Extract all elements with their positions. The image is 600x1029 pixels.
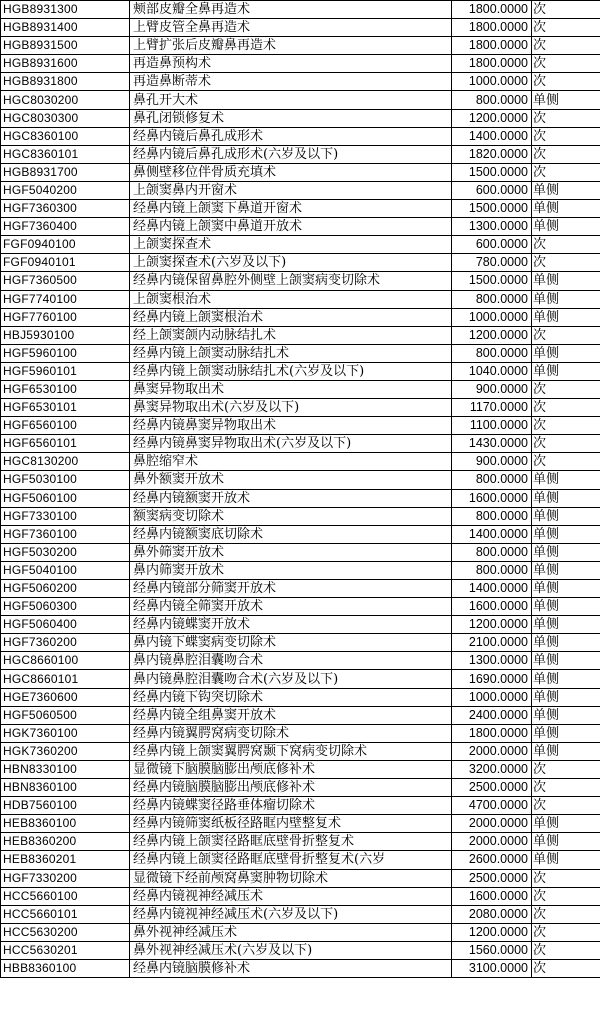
- item-name: 经鼻内镜翼腭窝病变切除术: [130, 724, 452, 742]
- item-price: 1600.0000: [452, 489, 532, 507]
- item-price: 2500.0000: [452, 779, 532, 797]
- item-price: 2000.0000: [452, 742, 532, 760]
- item-name: 经鼻内镜上颌窦下鼻道开窗术: [130, 200, 452, 218]
- item-name: 经鼻内镜全组鼻窦开放术: [130, 706, 452, 724]
- item-price: 2000.0000: [452, 815, 532, 833]
- item-unit: 次: [532, 760, 600, 778]
- item-price: 800.0000: [452, 91, 532, 109]
- item-price: 600.0000: [452, 236, 532, 254]
- item-price: 1040.0000: [452, 362, 532, 380]
- item-name: 经鼻内镜蝶窦开放术: [130, 616, 452, 634]
- item-price: 1300.0000: [452, 218, 532, 236]
- item-code: HGF5960101: [1, 362, 130, 380]
- item-name: 经鼻内镜后鼻孔成形术: [130, 127, 452, 145]
- item-code: FGF0940101: [1, 254, 130, 272]
- item-price: 1600.0000: [452, 887, 532, 905]
- table-row: [1, 561, 600, 579]
- item-price: 1800.0000: [452, 724, 532, 742]
- item-code: HGF6530101: [1, 399, 130, 417]
- item-name: 上颌窦探查术(六岁及以下): [130, 254, 452, 272]
- table-row: [1, 399, 600, 417]
- item-unit: 次: [532, 254, 600, 272]
- item-unit: 次: [532, 399, 600, 417]
- item-code: HGF5060100: [1, 489, 130, 507]
- item-code: HGF5040200: [1, 181, 130, 199]
- item-price: 2400.0000: [452, 706, 532, 724]
- item-name: 经鼻内镜筛窦纸板径路眶内壁整复术: [130, 815, 452, 833]
- item-code: HGC8030200: [1, 91, 130, 109]
- table-row: [1, 616, 600, 634]
- item-unit: 次: [532, 1, 600, 19]
- item-price: 1400.0000: [452, 127, 532, 145]
- item-unit: 单侧: [532, 308, 600, 326]
- table-row: [1, 326, 600, 344]
- table-row: [1, 670, 600, 688]
- table-row: [1, 308, 600, 326]
- item-unit: 单侧: [532, 200, 600, 218]
- item-name: 显微镜下脑膜脑膨出颅底修补术: [130, 760, 452, 778]
- item-code: HEB8360200: [1, 833, 130, 851]
- table-row: [1, 417, 600, 435]
- item-unit: 单侧: [532, 181, 600, 199]
- item-code: HGF7740100: [1, 290, 130, 308]
- item-code: HCC5660100: [1, 887, 130, 905]
- item-name: 鼻窦异物取出术: [130, 380, 452, 398]
- item-unit: 次: [532, 145, 600, 163]
- item-price: 800.0000: [452, 344, 532, 362]
- item-unit: 单侧: [532, 851, 600, 869]
- item-price: 1600.0000: [452, 598, 532, 616]
- item-name: 经鼻内镜上颌窦中鼻道开放术: [130, 218, 452, 236]
- item-name: 经鼻内镜部分筛窦开放术: [130, 580, 452, 598]
- item-unit: 单侧: [532, 580, 600, 598]
- item-unit: 单侧: [532, 833, 600, 851]
- table-row: [1, 344, 600, 362]
- item-unit: 次: [532, 19, 600, 37]
- item-unit: 单侧: [532, 634, 600, 652]
- item-unit: 单侧: [532, 688, 600, 706]
- item-name: 经鼻内镜上颌窦动脉结扎术(六岁及以下): [130, 362, 452, 380]
- table-row: [1, 580, 600, 598]
- item-price: 1800.0000: [452, 1, 532, 19]
- table-row: [1, 525, 600, 543]
- item-price: 4700.0000: [452, 797, 532, 815]
- item-code: HGK7360200: [1, 742, 130, 760]
- item-unit: 单侧: [532, 652, 600, 670]
- table-row: [1, 236, 600, 254]
- table-row: [1, 91, 600, 109]
- table-row: [1, 869, 600, 887]
- item-unit: 单侧: [532, 471, 600, 489]
- item-unit: 单侧: [532, 489, 600, 507]
- item-unit: 次: [532, 959, 600, 977]
- table-row: [1, 779, 600, 797]
- item-unit: 次: [532, 55, 600, 73]
- item-code: HGB8931500: [1, 37, 130, 55]
- item-unit: 次: [532, 435, 600, 453]
- table-row: [1, 55, 600, 73]
- item-name: 经鼻内镜蝶窦径路垂体瘤切除术: [130, 797, 452, 815]
- item-unit: 单侧: [532, 362, 600, 380]
- item-name: 鼻内镜鼻腔泪囊吻合术(六岁及以下): [130, 670, 452, 688]
- item-price: 1500.0000: [452, 163, 532, 181]
- item-price: 2080.0000: [452, 905, 532, 923]
- item-code: HGF5040100: [1, 561, 130, 579]
- item-unit: 次: [532, 779, 600, 797]
- item-code: HGC8360100: [1, 127, 130, 145]
- item-price: 1100.0000: [452, 417, 532, 435]
- item-name: 鼻内镜下蝶窦病变切除术: [130, 634, 452, 652]
- item-price: 1400.0000: [452, 525, 532, 543]
- item-unit: 单侧: [532, 344, 600, 362]
- item-unit: 次: [532, 109, 600, 127]
- item-price: 1170.0000: [452, 399, 532, 417]
- item-name: 经鼻内镜脑膜修补术: [130, 959, 452, 977]
- item-name: 鼻腔缩窄术: [130, 453, 452, 471]
- item-price: 1200.0000: [452, 109, 532, 127]
- item-unit: 次: [532, 127, 600, 145]
- item-name: 鼻外筛窦开放术: [130, 543, 452, 561]
- table-row: [1, 923, 600, 941]
- table-row: [1, 688, 600, 706]
- item-name: 经鼻内镜上颌窦径路眶底壁骨折整复术: [130, 833, 452, 851]
- table-row: [1, 127, 600, 145]
- item-price: 2600.0000: [452, 851, 532, 869]
- item-unit: 次: [532, 869, 600, 887]
- table-row: [1, 724, 600, 742]
- item-code: HGK7360100: [1, 724, 130, 742]
- item-code: HGC8030300: [1, 109, 130, 127]
- item-price: 800.0000: [452, 543, 532, 561]
- fee-table-body: [1, 1, 600, 978]
- item-unit: 次: [532, 380, 600, 398]
- item-code: HBB8360100: [1, 959, 130, 977]
- item-code: HGF5060400: [1, 616, 130, 634]
- item-code: HGE7360600: [1, 688, 130, 706]
- item-name: 鼻窦异物取出术(六岁及以下): [130, 399, 452, 417]
- table-row: [1, 272, 600, 290]
- item-name: 经鼻内镜上颌窦径路眶底壁骨折整复术(六岁: [130, 851, 452, 869]
- item-price: 800.0000: [452, 507, 532, 525]
- item-price: 1000.0000: [452, 688, 532, 706]
- item-unit: 单侧: [532, 598, 600, 616]
- item-unit: 单侧: [532, 525, 600, 543]
- item-unit: 单侧: [532, 724, 600, 742]
- item-unit: 次: [532, 453, 600, 471]
- table-row: [1, 634, 600, 652]
- table-row: [1, 218, 600, 236]
- item-code: HGF7360100: [1, 525, 130, 543]
- table-row: [1, 797, 600, 815]
- item-name: 上臂扩张后皮瓣鼻再造术: [130, 37, 452, 55]
- item-unit: 次: [532, 417, 600, 435]
- item-name: 上臂皮管全鼻再造术: [130, 19, 452, 37]
- item-code: HCC5630201: [1, 941, 130, 959]
- item-unit: 次: [532, 923, 600, 941]
- item-unit: 次: [532, 887, 600, 905]
- item-code: HGF7330200: [1, 869, 130, 887]
- item-code: HEB8360100: [1, 815, 130, 833]
- item-price: 800.0000: [452, 290, 532, 308]
- table-row: [1, 815, 600, 833]
- item-code: HDB7560100: [1, 797, 130, 815]
- item-price: 1800.0000: [452, 19, 532, 37]
- item-price: 1430.0000: [452, 435, 532, 453]
- item-name: 上颌窦鼻内开窗术: [130, 181, 452, 199]
- item-name: 经鼻内镜下钩突切除术: [130, 688, 452, 706]
- item-code: HGB8931700: [1, 163, 130, 181]
- item-name: 经鼻内镜额窦开放术: [130, 489, 452, 507]
- item-unit: 次: [532, 37, 600, 55]
- table-row: [1, 200, 600, 218]
- item-name: 经鼻内镜上颌窦根治术: [130, 308, 452, 326]
- table-row: [1, 905, 600, 923]
- item-name: 上颌窦根治术: [130, 290, 452, 308]
- item-unit: 单侧: [532, 290, 600, 308]
- table-row: [1, 941, 600, 959]
- item-code: HGC8660101: [1, 670, 130, 688]
- item-unit: 单侧: [532, 543, 600, 561]
- item-name: 经鼻内镜上颌窦动脉结扎术: [130, 344, 452, 362]
- table-row: [1, 453, 600, 471]
- table-row: [1, 290, 600, 308]
- item-name: 经鼻内镜视神经减压术: [130, 887, 452, 905]
- item-code: HGF5060500: [1, 706, 130, 724]
- item-code: HGB8931300: [1, 1, 130, 19]
- item-code: HGB8931800: [1, 73, 130, 91]
- item-name: 鼻内镜鼻腔泪囊吻合术: [130, 652, 452, 670]
- item-code: FGF0940100: [1, 236, 130, 254]
- item-name: 经鼻内镜鼻窦异物取出术(六岁及以下): [130, 435, 452, 453]
- table-row: [1, 742, 600, 760]
- item-price: 1000.0000: [452, 308, 532, 326]
- item-unit: 单侧: [532, 616, 600, 634]
- item-name: 经鼻内镜后鼻孔成形术(六岁及以下): [130, 145, 452, 163]
- item-code: HGC8130200: [1, 453, 130, 471]
- table-row: [1, 73, 600, 91]
- item-price: 1200.0000: [452, 326, 532, 344]
- item-price: 800.0000: [452, 471, 532, 489]
- item-code: HBN8360100: [1, 779, 130, 797]
- item-price: 1800.0000: [452, 55, 532, 73]
- item-price: 3100.0000: [452, 959, 532, 977]
- item-price: 1820.0000: [452, 145, 532, 163]
- item-name: 上颌窦探查术: [130, 236, 452, 254]
- table-row: [1, 254, 600, 272]
- table-row: [1, 181, 600, 199]
- item-unit: 单侧: [532, 218, 600, 236]
- table-row: [1, 380, 600, 398]
- table-row: [1, 435, 600, 453]
- item-name: 鼻孔闭锁修复术: [130, 109, 452, 127]
- item-code: HGB8931600: [1, 55, 130, 73]
- table-row: [1, 959, 600, 977]
- item-price: 2500.0000: [452, 869, 532, 887]
- item-unit: 次: [532, 941, 600, 959]
- table-row: [1, 471, 600, 489]
- item-name: 经鼻内镜上颌窦翼腭窝颞下窝病变切除术: [130, 742, 452, 760]
- item-code: HGC8660100: [1, 652, 130, 670]
- table-row: [1, 543, 600, 561]
- table-row: [1, 598, 600, 616]
- item-unit: 单侧: [532, 507, 600, 525]
- item-price: 1000.0000: [452, 73, 532, 91]
- item-price: 800.0000: [452, 561, 532, 579]
- item-unit: 次: [532, 163, 600, 181]
- item-price: 600.0000: [452, 181, 532, 199]
- item-price: 900.0000: [452, 453, 532, 471]
- item-price: 3200.0000: [452, 760, 532, 778]
- item-code: HGF5960100: [1, 344, 130, 362]
- item-price: 1690.0000: [452, 670, 532, 688]
- item-code: HGC8360101: [1, 145, 130, 163]
- item-price: 1400.0000: [452, 580, 532, 598]
- item-code: HGF7760100: [1, 308, 130, 326]
- item-name: 经鼻内镜全筛窦开放术: [130, 598, 452, 616]
- item-unit: 单侧: [532, 272, 600, 290]
- item-code: HBN8330100: [1, 760, 130, 778]
- table-row: [1, 163, 600, 181]
- item-name: 鼻外视神经减压术: [130, 923, 452, 941]
- table-row: [1, 489, 600, 507]
- table-row: [1, 833, 600, 851]
- item-code: HGF7360500: [1, 272, 130, 290]
- table-row: [1, 145, 600, 163]
- item-name: 再造鼻断蒂术: [130, 73, 452, 91]
- item-name: 鼻外额窦开放术: [130, 471, 452, 489]
- item-code: HGB8931400: [1, 19, 130, 37]
- item-name: 经鼻内镜脑膜脑膨出颅底修补术: [130, 779, 452, 797]
- item-price: 1500.0000: [452, 200, 532, 218]
- item-code: HGF7360200: [1, 634, 130, 652]
- table-row: [1, 19, 600, 37]
- table-row: [1, 507, 600, 525]
- item-name: 颊部皮瓣全鼻再造术: [130, 1, 452, 19]
- item-code: HCC5660101: [1, 905, 130, 923]
- item-unit: 单侧: [532, 742, 600, 760]
- table-row: [1, 362, 600, 380]
- item-unit: 次: [532, 73, 600, 91]
- item-price: 2100.0000: [452, 634, 532, 652]
- table-row: [1, 760, 600, 778]
- item-price: 780.0000: [452, 254, 532, 272]
- table-row: [1, 109, 600, 127]
- item-name: 显微镜下经前颅窝鼻窦肿物切除术: [130, 869, 452, 887]
- item-unit: 单侧: [532, 706, 600, 724]
- item-price: 1300.0000: [452, 652, 532, 670]
- table-row: [1, 652, 600, 670]
- item-unit: 单侧: [532, 670, 600, 688]
- item-code: HGF5030100: [1, 471, 130, 489]
- item-unit: 单侧: [532, 561, 600, 579]
- item-code: HGF6560101: [1, 435, 130, 453]
- item-code: HGF6530100: [1, 380, 130, 398]
- item-code: HGF7330100: [1, 507, 130, 525]
- table-row: [1, 851, 600, 869]
- item-price: 2000.0000: [452, 833, 532, 851]
- item-code: HCC5630200: [1, 923, 130, 941]
- table-row: [1, 37, 600, 55]
- item-name: 鼻侧壁移位伴骨质充填术: [130, 163, 452, 181]
- item-unit: 次: [532, 797, 600, 815]
- item-unit: 单侧: [532, 815, 600, 833]
- item-name: 额窦病变切除术: [130, 507, 452, 525]
- item-name: 经鼻内镜额窦底切除术: [130, 525, 452, 543]
- item-code: HGF7360400: [1, 218, 130, 236]
- item-code: HGF7360300: [1, 200, 130, 218]
- item-name: 再造鼻预构术: [130, 55, 452, 73]
- item-name: 经鼻内镜视神经减压术(六岁及以下): [130, 905, 452, 923]
- item-unit: 单侧: [532, 91, 600, 109]
- item-name: 经鼻内镜保留鼻腔外侧壁上颌窦病变切除术: [130, 272, 452, 290]
- item-code: HEB8360201: [1, 851, 130, 869]
- item-unit: 次: [532, 236, 600, 254]
- table-row: [1, 1, 600, 19]
- item-code: HGF6560100: [1, 417, 130, 435]
- item-price: 1200.0000: [452, 616, 532, 634]
- item-unit: 次: [532, 905, 600, 923]
- table-row: [1, 887, 600, 905]
- table-row: [1, 706, 600, 724]
- item-price: 1500.0000: [452, 272, 532, 290]
- item-code: HGF5060300: [1, 598, 130, 616]
- item-price: 1200.0000: [452, 923, 532, 941]
- item-name: 鼻孔开大术: [130, 91, 452, 109]
- item-code: HBJ5930100: [1, 326, 130, 344]
- item-price: 1800.0000: [452, 37, 532, 55]
- item-price: 1560.0000: [452, 941, 532, 959]
- item-code: HGF5030200: [1, 543, 130, 561]
- item-unit: 次: [532, 326, 600, 344]
- item-code: HGF5060200: [1, 580, 130, 598]
- item-name: 鼻外视神经减压术(六岁及以下): [130, 941, 452, 959]
- item-name: 经鼻内镜鼻窦异物取出术: [130, 417, 452, 435]
- item-price: 900.0000: [452, 380, 532, 398]
- item-name: 鼻内筛窦开放术: [130, 561, 452, 579]
- item-name: 经上颌窦颌内动脉结扎术: [130, 326, 452, 344]
